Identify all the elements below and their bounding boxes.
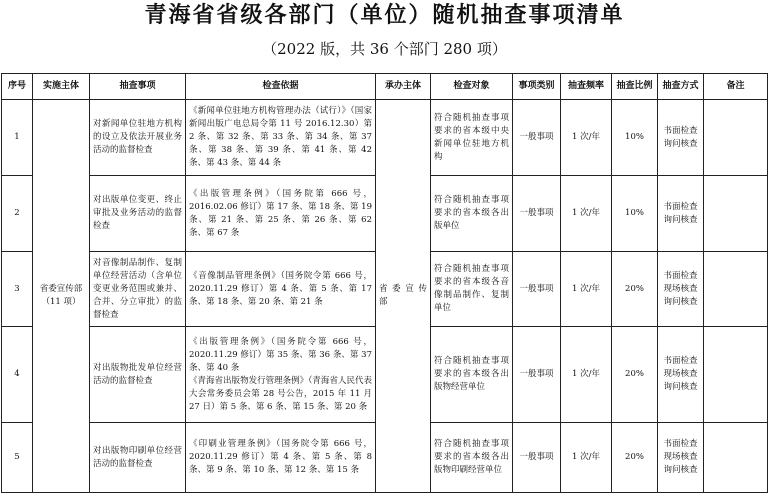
row-ratio: 20% bbox=[612, 327, 658, 423]
row-category: 一般事项 bbox=[513, 176, 561, 252]
header-frequency: 抽查频率 bbox=[561, 74, 612, 100]
row-object: 符合随机抽查事项要求的省本级各音像制品制作、复制单位 bbox=[431, 252, 513, 327]
row-category: 一般事项 bbox=[513, 327, 561, 423]
row-ratio: 10% bbox=[612, 176, 658, 252]
header-undertaker: 承办主体 bbox=[376, 74, 431, 100]
document-title: 青海省省级各部门（单位）随机抽查事项清单 bbox=[144, 3, 625, 28]
header-no: 序号 bbox=[2, 74, 33, 100]
header-implementer: 实施主体 bbox=[33, 74, 90, 100]
row-no: 3 bbox=[2, 252, 33, 327]
row-item: 对出版单位变更、终止审批及业务活动的监督检查 bbox=[90, 176, 186, 252]
document-subtitle: （2022 版，共 36 个部门 280 项） bbox=[262, 40, 507, 58]
row-remark bbox=[704, 176, 768, 252]
header-basis: 检查依据 bbox=[186, 74, 376, 100]
row-ratio: 20% bbox=[612, 423, 658, 493]
row-no: 4 bbox=[2, 327, 33, 423]
undertaker-cell: 省 委 宣 传部 bbox=[376, 100, 431, 493]
row-item: 对出版物批发单位经营活动的监督检查 bbox=[90, 327, 186, 423]
header-object: 检查对象 bbox=[431, 74, 513, 100]
row-category: 一般事项 bbox=[513, 252, 561, 327]
row-frequency: 1 次/年 bbox=[561, 327, 612, 423]
implementer-cell: 省委宣传部（11 项） bbox=[33, 100, 90, 493]
header-remark: 备注 bbox=[704, 74, 768, 100]
row-item: 对出版物印刷单位经营活动的监督检查 bbox=[90, 423, 186, 493]
row-item: 对新闻单位驻地方机构的设立及依法开展业务活动的监督检查 bbox=[90, 100, 186, 176]
row-no: 1 bbox=[2, 100, 33, 176]
row-category: 一般事项 bbox=[513, 423, 561, 493]
row-remark bbox=[704, 100, 768, 176]
header-ratio: 抽查比例 bbox=[612, 74, 658, 100]
row-method: 书面检查询问核查 bbox=[658, 100, 704, 176]
row-method: 书面检查现场核查询问核查 bbox=[658, 252, 704, 327]
inspection-table bbox=[1, 73, 768, 493]
row-frequency: 1 次/年 bbox=[561, 252, 612, 327]
row-method: 书面检查询问核查 bbox=[658, 176, 704, 252]
row-object: 符合随机抽查事项要求的省本级中央新闻单位驻地方机构 bbox=[431, 100, 513, 176]
row-no: 2 bbox=[2, 176, 33, 252]
header-method: 抽查方式 bbox=[658, 74, 704, 100]
row-basis: 《出版管理条例》（国务院令第 666 号，2020.11.29 修订）第 35 条、第 36 条、第 37 条、第 40 条 《青海省出版物发行管理条例》（青海省人民代表大会常务委员会第 28 号公告，2015 年 11 月 27 日）第 5 条、第 6 条、第 15 条、第 20 条 bbox=[186, 327, 376, 423]
row-method: 书面检查现场核查询问核查 bbox=[658, 327, 704, 423]
row-category: 一般事项 bbox=[513, 100, 561, 176]
row-remark bbox=[704, 423, 768, 493]
row-no: 5 bbox=[2, 423, 33, 493]
row-frequency: 1 次/年 bbox=[561, 176, 612, 252]
row-ratio: 10% bbox=[612, 100, 658, 176]
row-remark bbox=[704, 327, 768, 423]
row-basis: 《出版管理条例》（国务院第 666 号，2016.02.06 修订）第 17 条、第 18 条、第 19 条、第 21 条、第 25 条、第 26 条、第 62 条、第 67 条 bbox=[186, 176, 376, 252]
row-basis: 《印刷业管理条例》（国务院令第 666 号，2020.11.29 修订）第 4 条、第 5 条、第 8 条、第 9 条、第 10 条、第 12 条、第 15 条 bbox=[186, 423, 376, 493]
row-remark bbox=[704, 252, 768, 327]
row-item: 对音像制品制作、复制单位经营活动（含单位变更业务范围或兼并、合并、分立审批）的监督检查 bbox=[90, 252, 186, 327]
table-header-row bbox=[2, 74, 768, 100]
row-method: 书面检查现场核查询问核查 bbox=[658, 423, 704, 493]
header-category: 事项类别 bbox=[513, 74, 561, 100]
table-row bbox=[2, 100, 768, 176]
header-item: 抽查事项 bbox=[90, 74, 186, 100]
row-basis: 《新闻单位驻地方机构管理办法（试行）》（国家新闻出版广电总局令第 11 号 2016.12.30）第 2 条、第 32 条、第 33 条、第 34 条、第 37 条、第 38 条、第 39 条、第 41 条、第 42 条、第 43 条、第 44 条 bbox=[186, 100, 376, 176]
row-basis: 《音像制品管理条例》（国务院令第 666 号，2020.11.29 修订）第 4 条、第 5 条、第 17 条、第 18 条、第 20 条、第 21 条 bbox=[186, 252, 376, 327]
row-object: 符合随机抽查事项要求的省本级各出版物印刷经营单位 bbox=[431, 423, 513, 493]
row-object: 符合随机抽查事项要求的省本级各出版单位 bbox=[431, 176, 513, 252]
row-frequency: 1 次/年 bbox=[561, 423, 612, 493]
row-object: 符合随机抽查事项要求的省本级各出版物经营单位 bbox=[431, 327, 513, 423]
row-ratio: 20% bbox=[612, 252, 658, 327]
row-frequency: 1 次/年 bbox=[561, 100, 612, 176]
